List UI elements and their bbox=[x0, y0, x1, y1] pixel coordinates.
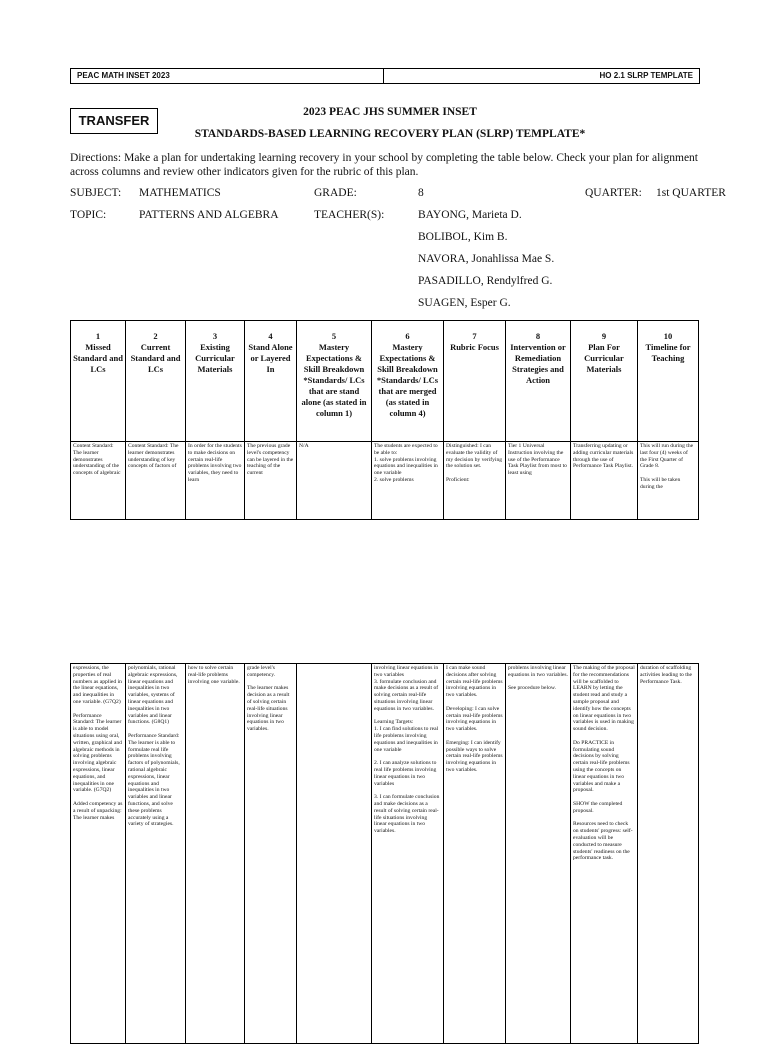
topic-value: PATTERNS AND ALGEBRA bbox=[139, 209, 279, 221]
topic-label: TOPIC: bbox=[70, 209, 107, 221]
subject-value: MATHEMATICS bbox=[139, 187, 221, 199]
table-cell: Transferring updating or adding curricular materials through the use of Performance Task Playlist. bbox=[571, 442, 638, 520]
column-header: 5 Mastery Expectations & Skill Breakdown *Standards/ LCs that are stand alone (as stated in column 1) bbox=[297, 321, 372, 442]
table-cell: involving linear equations in two variables 3. formulate conclusion and make decisions as a result of solving certain real-life situations involving linear equations in two variables. Learning Targets: 1. I can find solutions to real life problems involving equations and inequalities in one variable 2. I can analyze solutions to real life problems involving linear equations in two variables 3. I can formulate conclusion and make decisions as a result of solving certain real-life situations involving linear equations in two variables. bbox=[372, 664, 444, 1044]
table-row bbox=[71, 664, 699, 1044]
table-cell: N/A bbox=[297, 442, 372, 520]
table-cell: grade level's competency. The learner makes decision as a result of solving certain real-life situations involving linear equations in two variables. bbox=[245, 664, 297, 1044]
table-cell: The students are expected to be able to: 1. solve problems involving equations and inequalities in one variable 2. solve problems bbox=[372, 442, 444, 520]
table-row bbox=[71, 442, 699, 520]
table-cell bbox=[297, 664, 372, 1044]
teacher-name: NAVORA, Jonahlissa Mae S. bbox=[418, 253, 555, 265]
column-header: 1 Missed Standard and LCs bbox=[71, 321, 126, 442]
table-cell: duration of scaffolding activities leading to the Performance Task. bbox=[638, 664, 699, 1044]
slrp-table-page2 bbox=[70, 663, 699, 1044]
table-cell: Content Standard: The learner demonstrates understanding of the concepts of algebraic bbox=[71, 442, 126, 520]
header-strip bbox=[70, 68, 700, 84]
table-cell: This will run during the last four (4) weeks of the First Quarter of Grade 8. This will be taken during the bbox=[638, 442, 699, 520]
table-cell: Distinguished: I can evaluate the validity of my decision by verifying the solution set. Proficient: bbox=[444, 442, 506, 520]
table-cell: The making of the proposal for the recommendations will be scaffolded to LEARN by letting the student read and study a sample proposal and identify how the concepts on linear equations in two variables is used in making sound decision. Do PRACTICE in formulating sound decisions by solving certain real-life problems using the concepts on linear equations in two variables and make a proposal. SHOW the completed proposal. Resources need to check on students' progress: self-evaluation will be conducted to measure students' readiness on the performance task. bbox=[571, 664, 638, 1044]
transfer-box: TRANSFER bbox=[70, 108, 158, 134]
table-cell: In order for the students to make decisions on certain real-life problems involving two variables, they need to learn bbox=[186, 442, 245, 520]
teacher-name: SUAGEN, Esper G. bbox=[418, 297, 511, 309]
table-cell: problems involving linear equations in two variables. See procedure below. bbox=[506, 664, 571, 1044]
column-header: 9 Plan For Curricular Materials bbox=[571, 321, 638, 442]
table-cell: how to solve certain real-life problems involving one variable. bbox=[186, 664, 245, 1044]
table-cell: The previous grade level's competency can be layered in the teaching of the current bbox=[245, 442, 297, 520]
table-header-row bbox=[71, 321, 699, 442]
column-header: 10 Timeline for Teaching bbox=[638, 321, 699, 442]
quarter-label: QUARTER: bbox=[585, 187, 642, 199]
column-header: 8 Intervention or Remediation Strategies and Action bbox=[506, 321, 571, 442]
document-title: 2023 PEAC JHS SUMMER INSET bbox=[303, 106, 477, 118]
teacher-name: PASADILLO, Rendylfred G. bbox=[418, 275, 553, 287]
column-header: 2 Current Standard and LCs bbox=[126, 321, 186, 442]
subject-label: SUBJECT: bbox=[70, 187, 122, 199]
header-right: HO 2.1 SLRP TEMPLATE bbox=[599, 71, 693, 80]
table-cell: Tier 1 Universal Instruction involving the use of the Performance Task Playlist from most to least using bbox=[506, 442, 571, 520]
directions-text: Directions: Make a plan for undertaking learning recovery in your school by completing the table below. Check your plan for alignment across columns and review other indicators given for the rubric of this plan. bbox=[70, 152, 698, 178]
teacher-name: BOLIBOL, Kim B. bbox=[418, 231, 508, 243]
table-cell: I can make sound decisions after solving certain real-life problems involving equations in two variables. Developing: I can solve certain real-life problems involving equations in two variables. Emerging: I can identify possible ways to solve certain real-life problems involving equations in two variables. bbox=[444, 664, 506, 1044]
header-left: PEAC MATH INSET 2023 bbox=[71, 69, 384, 83]
column-header: 4 Stand Alone or Layered In bbox=[245, 321, 297, 442]
column-header: 3 Existing Curricular Materials bbox=[186, 321, 245, 442]
column-header: 6 Mastery Expectations & Skill Breakdown *Standards/ LCs that are merged (as stated in column 4) bbox=[372, 321, 444, 442]
document-subtitle: STANDARDS-BASED LEARNING RECOVERY PLAN (SLRP) TEMPLATE* bbox=[194, 128, 586, 140]
quarter-value: 1st QUARTER bbox=[656, 187, 726, 199]
grade-label: GRADE: bbox=[314, 187, 357, 199]
grade-value: 8 bbox=[418, 187, 424, 199]
table-cell: Content Standard: The learner demonstrates understanding of key concepts of factors of bbox=[126, 442, 186, 520]
teacher-name: BAYONG, Marieta D. bbox=[418, 209, 522, 221]
table-cell: expressions, the properties of real numbers as applied in the linear equations, and inequalities in one variable. (G7Q2) Performance Standard: The learner is able to model situations using oral, written, graphical and algebraic methods in solving problems involving algebraic expressions, linear equations, and inequalities in one variable. (G7Q2) Added competency as a result of unpacking: The learner makes bbox=[71, 664, 126, 1044]
column-header: 7 Rubric Focus bbox=[444, 321, 506, 442]
table-cell: polynomials, rational algebraic expressions, linear equations and inequalities in two variables, systems of linear equations and inequalities in two variables and linear functions. (G8Q1) Performance Standard: The learner is able to formulate real life problems involving factors of polynomials, rational algebraic expressions, linear equations and inequalities in two variables and linear functions, and solve these problems accurately using a variety of strategies. bbox=[126, 664, 186, 1044]
slrp-table-page1 bbox=[70, 320, 699, 520]
teachers-label: TEACHER(S): bbox=[314, 209, 385, 221]
